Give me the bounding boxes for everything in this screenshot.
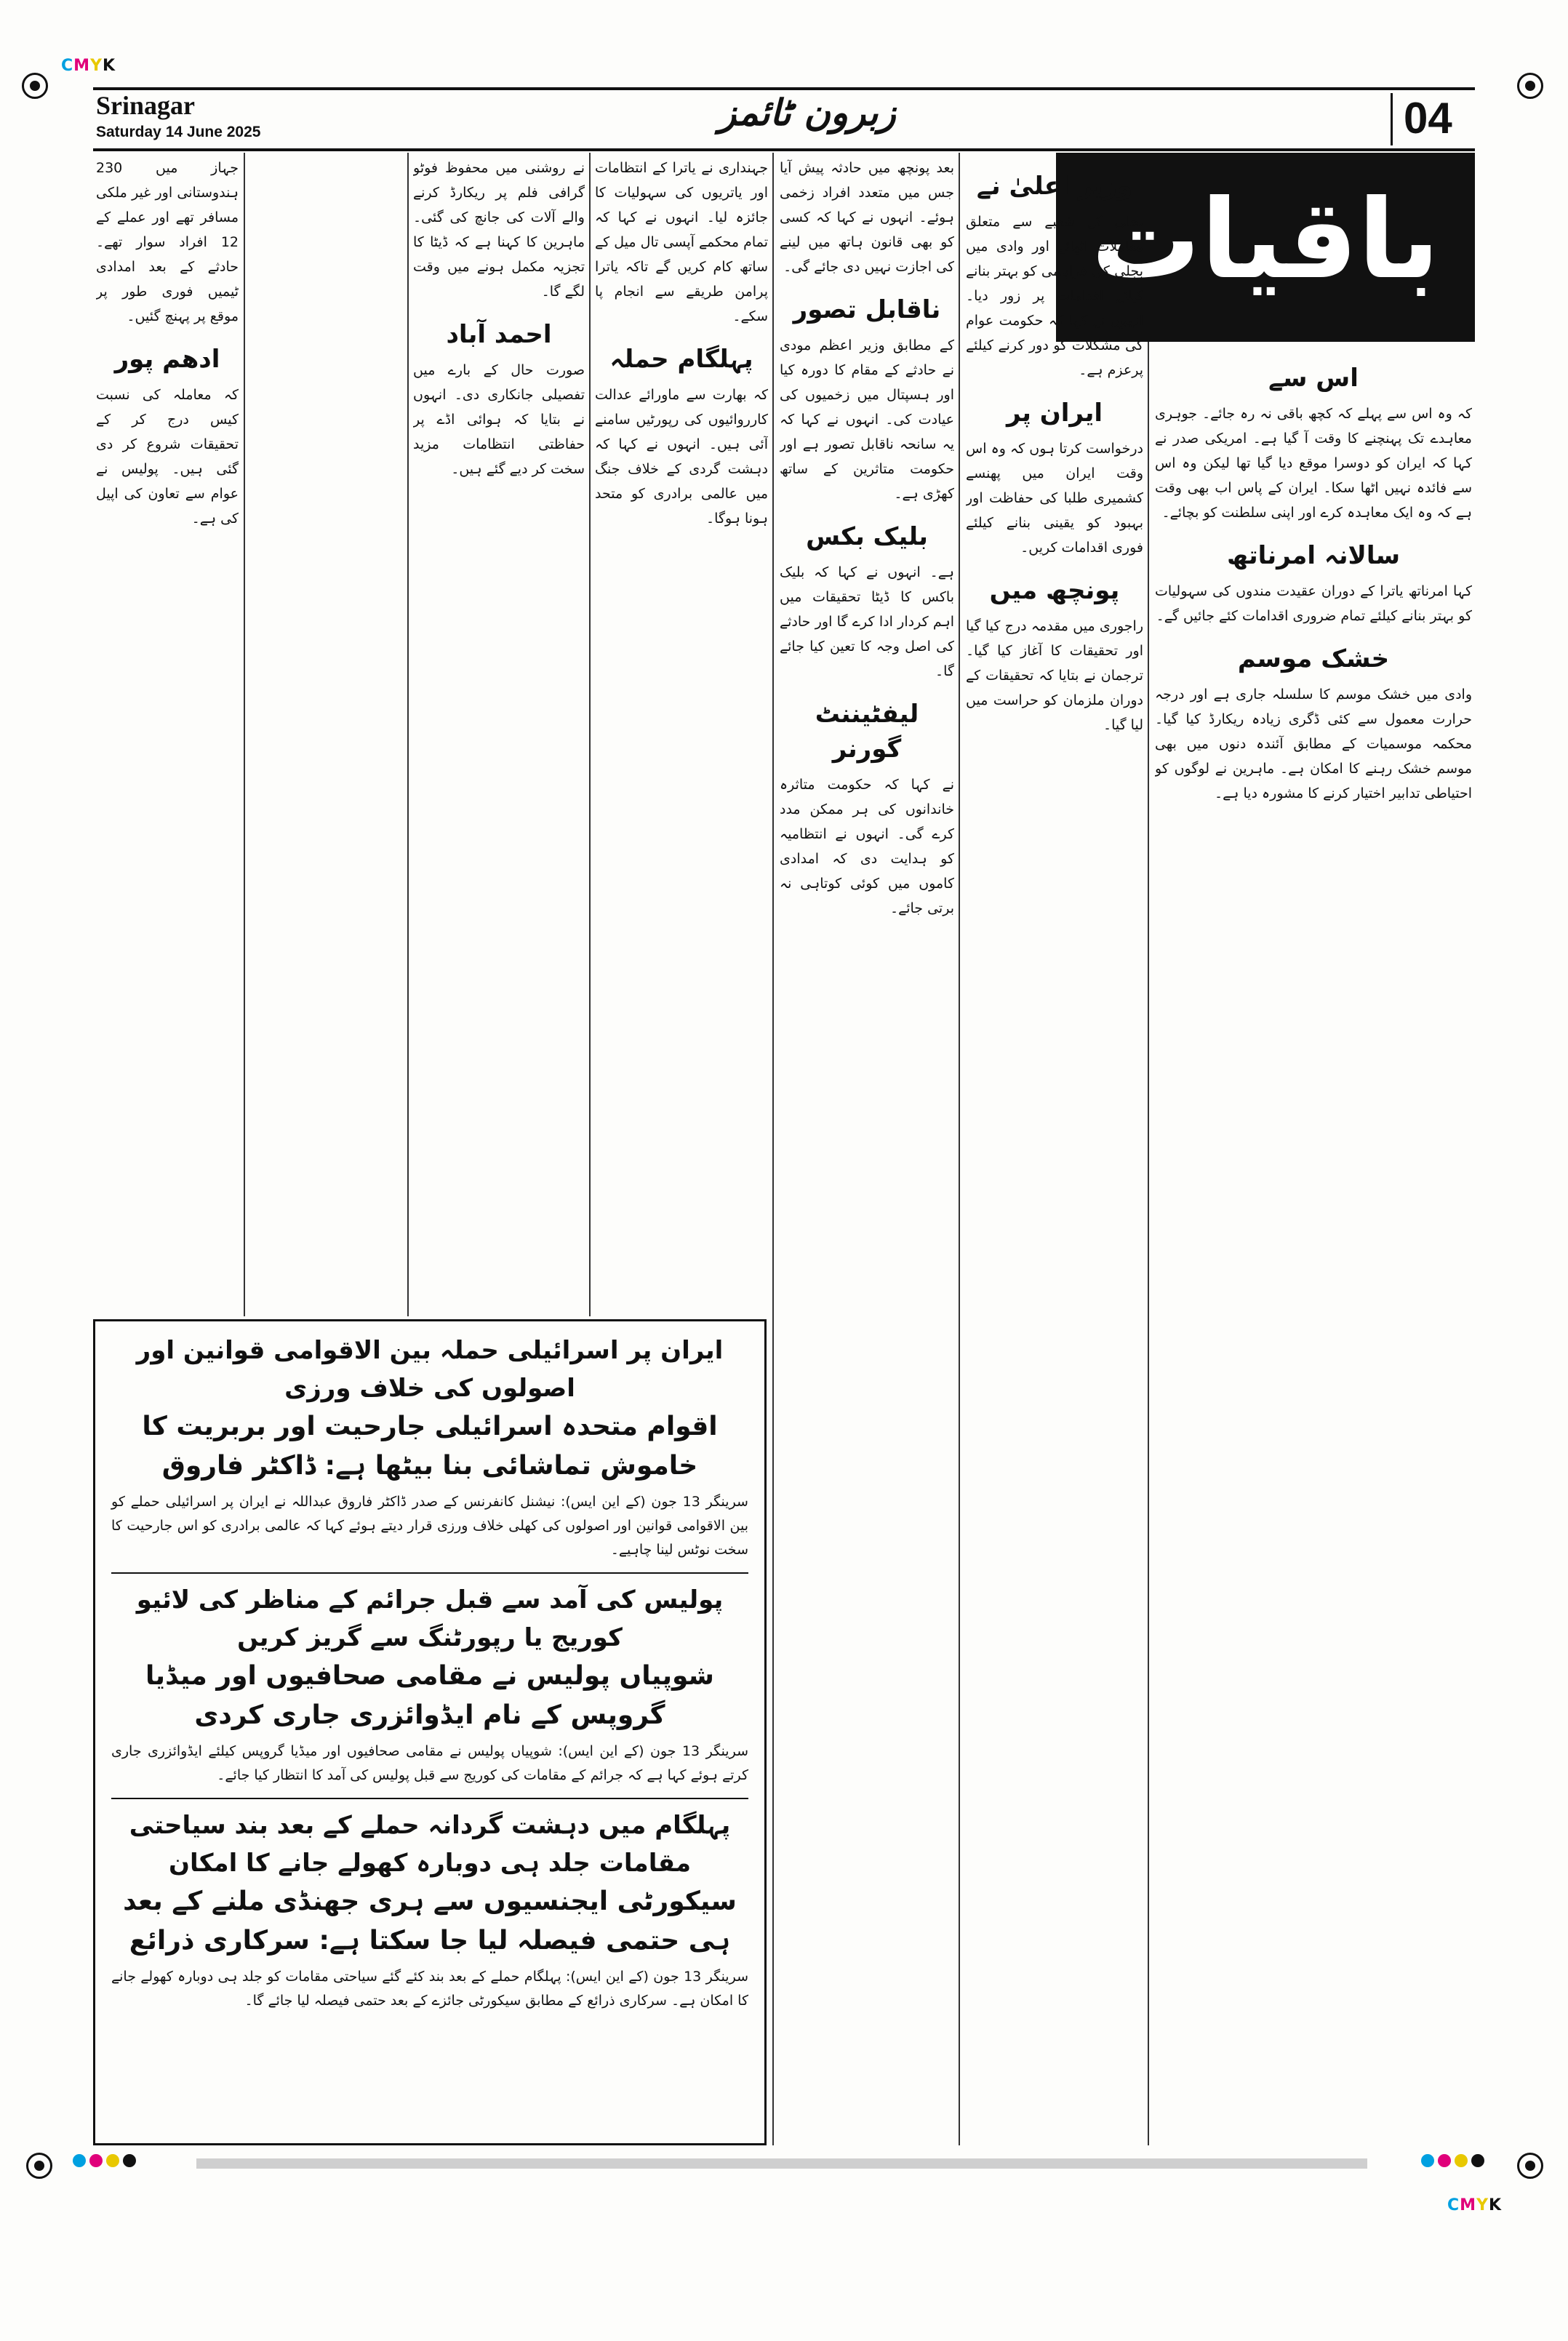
column-3-heading-3: لیفٹیننٹ گورنر: [815, 700, 919, 764]
cmyk-print-mark-bottom: CMYK: [1447, 2196, 1503, 2214]
header-page-divider: [1391, 93, 1393, 145]
box-separator-2: [111, 1798, 748, 1799]
column-rule-3: [772, 153, 774, 2145]
box-1-headline: ایران پر اسرائیلی حملہ بین الاقوامی قوانین اور اصولوں کی خلاف ورزی: [136, 1336, 724, 1403]
column-3-heading-1: ناقابل تصور: [793, 295, 941, 324]
color-dots-bottom-left: [73, 2154, 140, 2170]
column-1-text-1: کہ وہ اس سے پہلے کہ کچھ باقی نہ رہ جائے۔ جوہری معاہدے تک پہنچنے کا وقت آ گیا ہے۔ امریکی صدر نے کہا کہ ایران کو دوسرا موقع دیا گیا تھا لیکن وہ اس سے فائدہ نہیں اٹھا سکا۔ ایران کے پاس اب بھی وقت ہے کہ وہ ایک معاہدہ کرے اور اپنی سلطنت کو بچائے۔: [1155, 406, 1472, 521]
registration-mark-bottom-right: [1517, 2153, 1543, 2179]
box-1-body: سرینگر 13 جون (کے این ایس): نیشنل کانفرنس کے صدر ڈاکٹر فاروق عبداللہ نے ایران پر اسرائیلی حملے کو بین الاقوامی قوانین اور اصولوں کی کھلی خلاف ورزی قرار دیتے ہوئے کہا کہ عالمی برادری کو اس جارحیت کا سخت نوٹس لینا چاہیے۔: [111, 1494, 748, 1558]
registration-mark-top-left: [22, 73, 48, 99]
column-rule-2: [959, 153, 960, 2145]
column-3-text-4: نے کہا کہ حکومت متاثرہ خاندانوں کی ہر ممکن مدد کرے گی۔ انہوں نے انتظامیہ کو ہدایت دی کہ امدادی کاموں میں کوئی کوتاہی نہ برتی جائے۔: [780, 777, 954, 916]
header-rule-bottom: [93, 148, 1475, 151]
column-4-heading-1: پہلگام حملہ: [609, 345, 753, 374]
section-title: باقیات: [1091, 177, 1440, 303]
box-2-subheadline: شوپیاں پولیس نے مقامی صحافیوں اور میڈیا گروپس کے نام ایڈوائزری جاری کردی: [145, 1661, 714, 1730]
column-2-heading-3: پونچھ میں: [989, 576, 1120, 605]
registration-mark-bottom-left: [26, 2153, 52, 2179]
column-3-text-3: ہے۔ انہوں نے کہا کہ بلیک باکس کا ڈیٹا تحقیقات میں اہم کردار ادا کرے گا اور حادثے کی اصل وجہ کا تعین کیا جائے گا۔: [780, 564, 954, 679]
page-number: 04: [1404, 94, 1452, 143]
column-6: [96, 156, 239, 1312]
news-box: [93, 1319, 767, 2145]
column-6-heading-1: ادھم پور: [114, 345, 220, 374]
column-1-heading-3: خشک موسم: [1237, 644, 1390, 673]
column-3: [780, 156, 954, 2144]
column-5-text-1: نے روشنی میں محفوظ فوٹو گرافی فلم پر ریکارڈ کرنے والے آلات کی جانچ کی گئی۔ ماہرین کا کہنا ہے کہ ڈیٹا کا تجزیہ مکمل ہونے میں وقت لگے گا۔: [413, 160, 585, 300]
header-rule-top: [93, 87, 1475, 90]
box-2-body: سرینگر 13 جون (کے این ایس): شوپیاں پولیس نے مقامی صحافیوں اور میڈیا گروپس کیلئے ایڈوائزری جاری کرتے ہوئے کہا ہے کہ جرائم کے مقامات کی کوریج سے قبل پولیس کی آمد کا انتظار کیا جائے۔: [111, 1743, 748, 1783]
column-5-text-2: صورت حال کے بارے میں تفصیلی جانکاری دی۔ انہوں نے بتایا کہ ہوائی اڈے پر حفاظتی انتظامات مزید سخت کر دیے گئے ہیں۔: [413, 362, 585, 477]
masthead-logo: زبرون ٹائمز: [719, 92, 896, 134]
column-1: [1155, 348, 1472, 2144]
column-6-text-1: جہاز میں 230 ہندوستانی اور غیر ملکی مسافر تھے اور عملے کے 12 افراد سوار تھے۔ حادثے کے بعد امدادی ٹیمیں فوری طور پر موقع پر پہنچ گئیں۔: [96, 160, 239, 324]
column-2-heading-1: وزیر اعلیٰ نے: [976, 172, 1133, 201]
column-3-text-2: کے مطابق وزیر اعظم مودی نے حادثے کے مقام کا دورہ کیا اور ہسپتال میں زخمیوں کی عیادت کی۔ انہوں نے کہا کہ یہ سانحہ ناقابل تصور ہے اور حکومت متاثرین کے ساتھ کھڑی ہے۔: [780, 337, 954, 502]
column-1-text-3: وادی میں خشک موسم کا سلسلہ جاری ہے اور درجہ حرارت معمول سے کئی ڈگری زیادہ ریکارڈ کیا گیا۔ محکمہ موسمیات کے مطابق آئندہ دنوں میں بھی موسم خشک رہنے کا امکان ہے۔ ماہرین نے لوگوں کو احتیاطی تدابیر اختیار کرنے کا مشورہ دیا ہے۔: [1155, 687, 1472, 801]
column-2: [966, 156, 1143, 2144]
column-4: [595, 156, 768, 1312]
issue-date: Saturday 14 June 2025: [96, 124, 261, 140]
cmyk-print-mark-top: CMYK: [61, 57, 116, 75]
column-2-text-1: بجلی کے شعبے سے متعلق معاملات اٹھائے اور وادی میں بجلی کی فراہمی کو بہتر بنانے کیلئے اقدامات پر زور دیا۔ انہوں نے کہا کہ حکومت عوام کی مشکلات کو دور کرنے کیلئے پرعزم ہے۔: [966, 214, 1143, 378]
column-rule-4: [589, 153, 591, 1316]
box-3-subheadline: سیکورٹی ایجنسیوں سے ہری جھنڈی ملنے کے بعد ہی حتمی فیصلہ لیا جا سکتا ہے: سرکاری ذرائع: [123, 1886, 737, 1956]
bottom-gray-bar: [196, 2158, 1367, 2169]
column-6-text-2: کہ معاملہ کی نسبت کیس درج کر کے تحقیقات شروع کر دی گئی ہیں۔ پولیس نے عوام سے تعاون کی اپیل کی ہے۔: [96, 387, 239, 527]
column-3-text-1: بعد پونچھ میں حادثہ پیش آیا جس میں متعدد افراد زخمی ہوئے۔ انہوں نے کہا کہ کسی کو بھی قانون ہاتھ میں لینے کی اجازت نہیں دی جائے گی۔: [780, 160, 954, 275]
column-2-text-2: درخواست کرتا ہوں کہ وہ اس وقت ایران میں پھنسے کشمیری طلبا کی حفاظت اور بہبود کو یقینی بنانے کیلئے فوری اقدامات کریں۔: [966, 441, 1143, 556]
box-separator-1: [111, 1572, 748, 1574]
column-1-heading-1: اس سے: [1268, 364, 1359, 393]
registration-mark-top-right: [1517, 73, 1543, 99]
column-5-heading-1: احمد آباد: [446, 320, 552, 349]
box-3-headline: پہلگام میں دہشت گردانہ حملے کے بعد بند سیاحتی مقامات جلد ہی دوبارہ کھولے جانے کا امکان: [129, 1811, 731, 1878]
column-4-text-2: کہ بھارت سے ماورائے عدالت کارروائیوں کی رپورٹیں سامنے آئی ہیں۔ انہوں نے کہا کہ دہشت گردی کے خلاف جنگ میں عالمی برادری کو متحد ہونا ہوگا۔: [595, 387, 768, 527]
column-4-text-1: جہنداری نے یاترا کے انتظامات اور یاتریوں کی سہولیات کا جائزہ لیا۔ انہوں نے کہا کہ تمام محکمے آپسی تال میل کے ساتھ کام کریں گے تاکہ یاترا پرامن طریقے سے انجام پا سکے۔: [595, 160, 768, 324]
box-1-subheadline: اقوام متحدہ اسرائیلی جارحیت اور بربریت کا خاموش تماشائی بنا بیٹھا ہے: ڈاکٹر فاروق: [142, 1412, 718, 1481]
column-rule-5: [407, 153, 409, 1316]
city-name: Srinagar: [96, 91, 196, 120]
column-1-heading-2: سالانہ امرناتھ: [1226, 541, 1401, 570]
column-rule-6: [244, 153, 245, 1316]
column-1-text-2: کہا امرناتھ یاترا کے دوران عقیدت مندوں کی سہولیات کو بہتر بنانے کیلئے تمام ضروری اقدامات کئے جائیں گے۔: [1155, 583, 1472, 624]
color-dots-bottom-right: [1421, 2154, 1488, 2170]
box-2-headline: پولیس کی آمد سے قبل جرائم کے مناظر کی لائیو کوریج یا رپورٹنگ سے گریز کریں: [136, 1585, 724, 1652]
column-3-heading-2: بلیک بکس: [806, 522, 928, 551]
column-5: [413, 156, 585, 1312]
box-3-body: سرینگر 13 جون (کے این ایس): پہلگام حملے کے بعد بند کئے گئے سیاحتی مقامات کو جلد ہی دوبارہ کھولے جانے کا امکان ہے۔ سرکاری ذرائع کے مطابق سیکورٹی جائزے کے بعد حتمی فیصلہ لیا جائے گا۔: [111, 1969, 748, 2009]
column-2-heading-2: ایران پر: [1007, 399, 1103, 428]
column-2-text-3: راجوری میں مقدمہ درج کیا گیا اور تحقیقات کا آغاز کیا گیا۔ ترجمان نے بتایا کہ تحقیقات کے دوران ملزمان کو حراست میں لیا گیا۔: [966, 618, 1143, 733]
column-rule-1: [1148, 342, 1149, 2145]
